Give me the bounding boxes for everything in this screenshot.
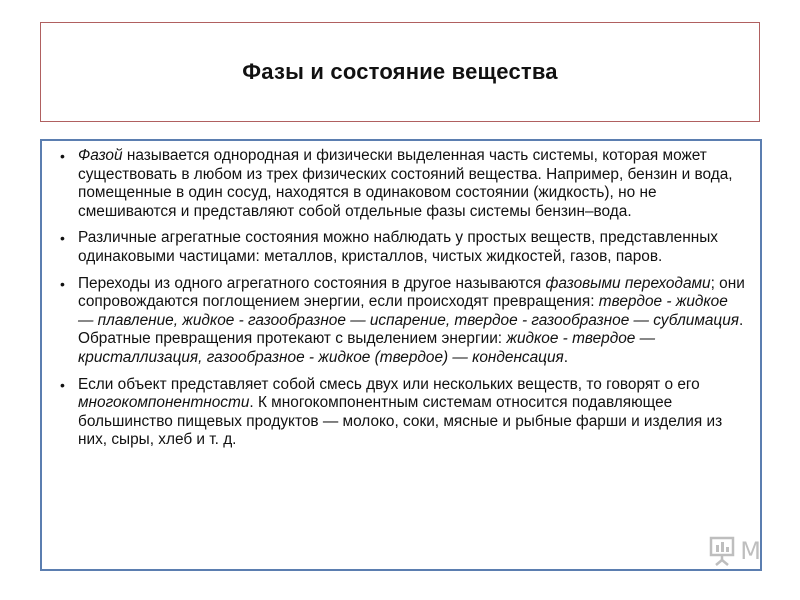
presentation-board-icon [708,536,736,566]
bullet-3-seg-7: . [563,348,569,366]
bullet-item-2 [62,229,746,266]
bullet-dot: • [60,230,65,247]
bullet-4-seg-3: . К многокомпонентным системам относится подавляющее большинство пищевых продуктов — молоко, соки, мясные и рыбные фарши и изделия из них, сыры, хлеб и т. д. [78,394,723,449]
bullet-dot: • [60,376,65,393]
bullet-4-seg-2: многокомпонентности [78,394,250,412]
bullet-dot: • [60,275,65,292]
bullet-item-1 [62,147,746,221]
watermark [708,536,762,566]
bullet-2-seg-1: Различные агрегатные состояния можно наблюдать у простых веществ, представленных одинаковыми частицами: металлов, кристаллов, чистых жидкостей, газов, паров. [78,229,718,265]
bullet-3-seg-6: жидкое - твердое — кристаллизация, газообразное - жидкое (твердое) — конденсация [78,330,656,366]
bullet-3-seg-4: твердое - жидкое — плавление, жидкое - газообразное — испарение, твердое - газообразное — сублимация [78,293,740,329]
bullet-4-seg-1: Если объект представляет собой смесь двух или нескольких веществ, то говорят о его [78,375,700,393]
title-box [40,22,760,122]
bullet-3-seg-1: Переходы из одного агрегатного состояния в другое называются [78,274,546,292]
bullet-1-seg-1: Фазой [78,147,123,164]
bullet-dot: • [60,148,65,164]
bullet-item-3 [62,275,746,368]
bullet-3-seg-5: . Обратные превращения протекают с выделением энергии: [78,311,744,348]
bullet-list [62,147,746,450]
bullet-3-seg-2: фазовыми переходами [545,274,711,292]
watermark-text: M [740,537,762,565]
content-box [40,139,762,571]
bullet-3-seg-3: ; они сопровождаются поглощением энергии, если происходят превращения: [78,274,745,311]
bullet-1-seg-2: называется однородная и физически выделенная часть системы, которая может существовать в любом из трех физических состояний вещества. Например, бензин и вода, помещенные в один сосуд, находятся в одинаковом состоянии (жидкость), но не смешиваются и представляют собой отдельные фазы системы бензин–вода. [78,147,733,220]
bullet-item-4 [62,376,746,450]
page-title: Фазы и состояние вещества [242,59,558,84]
